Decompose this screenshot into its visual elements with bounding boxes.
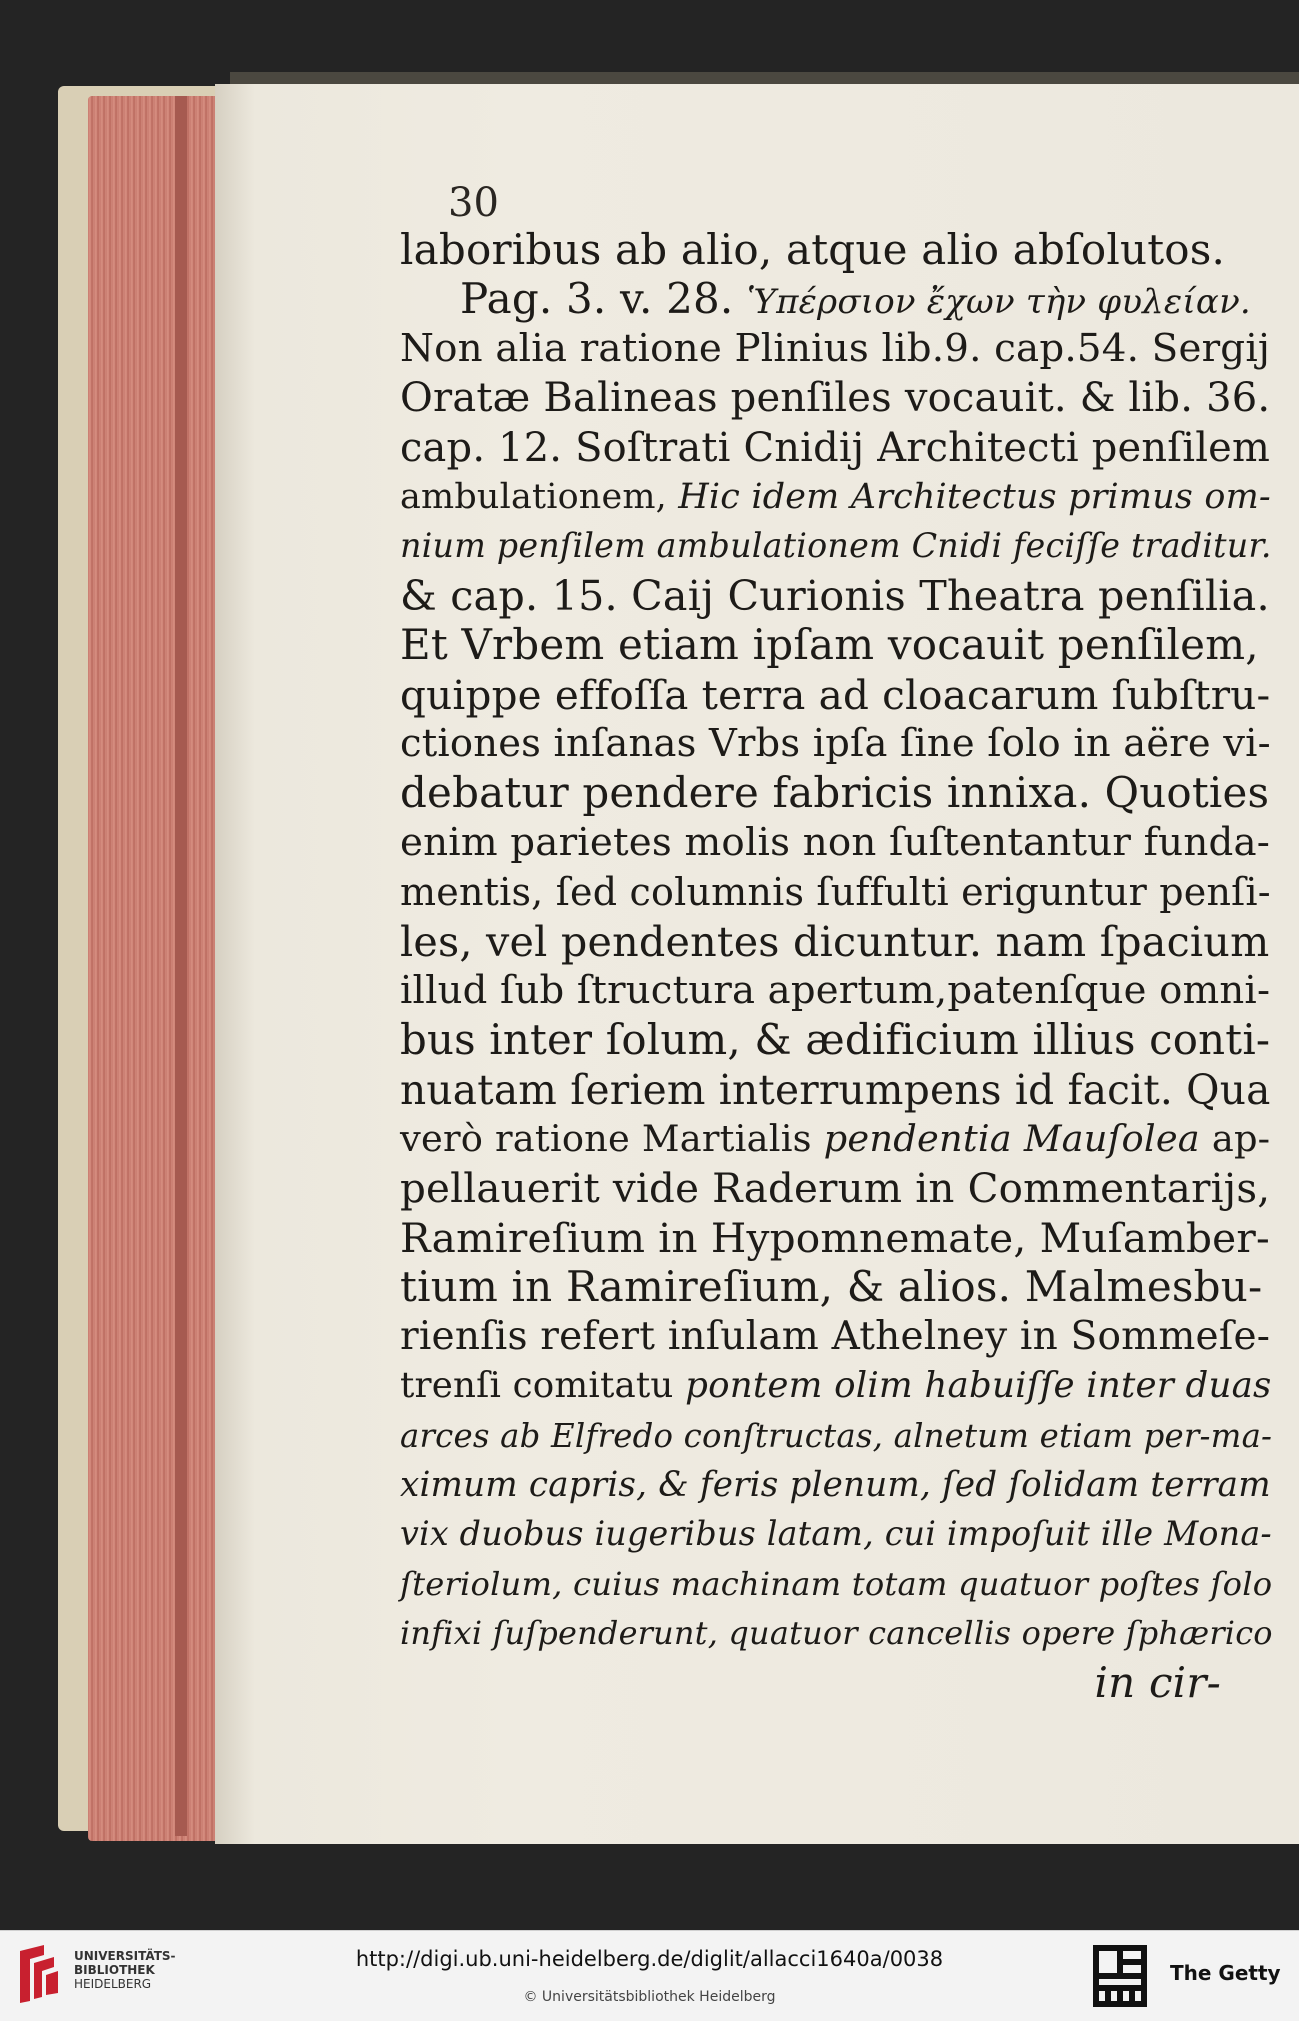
italic-segment: arces ab Elfredo conſtructas, alnetum etiam per-ma- xyxy=(400,1416,1273,1455)
text-segment: ap- xyxy=(1199,1117,1271,1161)
text-segment: debatur pendere fabricis innixa. Quoties xyxy=(400,768,1270,818)
text-segment: trenſi comitatu xyxy=(400,1365,686,1407)
italic-segment: vix duobus iugeribus latam, cui impoſuit ille Mona- xyxy=(400,1514,1272,1554)
text-segment: Oratæ Balineas penſiles vocauit. & lib. 36. xyxy=(400,375,1271,422)
page-edge-shadow xyxy=(175,96,187,1836)
italic-segment: pontem olim habuiſſe inter duas xyxy=(685,1365,1272,1407)
text-segment: bus inter ſolum, & ædificium illius conti- xyxy=(400,1015,1271,1065)
permalink-url[interactable]: http://digi.ub.uni-heidelberg.de/diglit/allacci1640a/0038 xyxy=(355,1947,944,1971)
text-line xyxy=(400,325,1270,373)
italic-segment: ſteriolum, cuius machinam totam quatuor poſtes ſolo xyxy=(400,1564,1273,1603)
text-segment: Et Vrbem etiam ipſam vocauit penſilem, xyxy=(400,620,1259,670)
text-line xyxy=(400,1115,1270,1163)
text-segment: rienſis refert inſulam Athelney in Sommeſe- xyxy=(400,1313,1271,1359)
text-line xyxy=(400,1461,1271,1509)
text-segment: pellauerit vide Raderum in Commentarijs, xyxy=(400,1164,1271,1212)
getty-logo-icon xyxy=(1093,1945,1147,2007)
page-edges-red xyxy=(88,96,236,1841)
text-line xyxy=(400,1214,1270,1262)
text-line xyxy=(400,522,1272,570)
text-line xyxy=(400,720,1271,768)
text-line xyxy=(400,1313,1270,1361)
text-line xyxy=(400,1263,1262,1311)
text-segment: & cap. 15. Caij Curionis Theatra penſilia. xyxy=(400,571,1270,620)
text-line xyxy=(400,374,1270,422)
italic-segment: nium penſilem ambulationem Cnidi feciſſe traditur. xyxy=(400,526,1272,566)
italic-segment: infixi ſuſpenderunt, quatuor cancellis opere ſphærico xyxy=(400,1614,1273,1653)
text-line xyxy=(400,671,1270,719)
text-line xyxy=(1095,1659,1221,1707)
text-line xyxy=(400,1510,1272,1558)
text-line xyxy=(400,918,1269,966)
text-line xyxy=(400,769,1269,817)
text-segment: laboribus ab alio, atque alio abſolutos. xyxy=(400,225,1226,274)
text-line xyxy=(400,1066,1271,1114)
greek-segment: Ὑπέρσιον ἔχων τὴν φυλείαν. xyxy=(747,282,1251,323)
text-line xyxy=(400,572,1270,620)
text-line xyxy=(400,1016,1270,1064)
text-segment: Ramireſium in Hypomnemate, Muſamber- xyxy=(400,1214,1270,1262)
text-segment: ctiones inſanas Vrbs ipſa ſine ſolo in aëre vi- xyxy=(400,721,1271,766)
text-segment: tium in Ramireſium, & alios. Malmesbu- xyxy=(400,1262,1263,1312)
italic-segment: ximum capris, & feris plenum, ſed ſolidam terram xyxy=(400,1465,1271,1505)
text-segment: illud ſub ſtructura apertum,patenſque omni- xyxy=(400,968,1271,1013)
text-line xyxy=(400,967,1270,1015)
partner-name: The Getty xyxy=(1170,1961,1281,1985)
library-name-line3: HEIDELBERG xyxy=(74,1977,152,1991)
text-segment: verò ratione Martialis xyxy=(400,1117,824,1161)
italic-segment: in cir- xyxy=(1094,1657,1221,1707)
text-segment: Non alia ratione Plinius lib.9. cap.54. Sergij xyxy=(400,325,1271,371)
footer-bar xyxy=(0,1930,1299,2021)
text-line xyxy=(400,621,1259,669)
text-line xyxy=(400,424,1270,472)
text-segment: cap. 12. Soſtrati Cnidij Architecti penſilem xyxy=(400,424,1271,471)
text-segment: enim parietes molis non ſuſtentantur funda- xyxy=(400,819,1271,865)
italic-segment: pendentia Mauſolea xyxy=(823,1117,1200,1161)
text-line xyxy=(400,226,1225,274)
text-segment: Pag. 3. v. 28. xyxy=(460,274,748,324)
italic-segment: Hic idem Architectus primus om- xyxy=(678,477,1271,517)
library-name-line2: BIBLIOTHEK xyxy=(74,1963,155,1977)
text-line xyxy=(400,1165,1270,1213)
copyright-notice: © Universitätsbibliothek Heidelberg xyxy=(523,1989,776,2005)
text-line xyxy=(400,819,1270,867)
text-line xyxy=(400,1362,1272,1410)
text-segment: mentis, ſed columnis ſuffulti eriguntur penſi- xyxy=(400,870,1271,915)
text-segment: nuatam ſeriem interrumpens id facit. Qua xyxy=(400,1065,1271,1114)
library-name-line1: UNIVERSITÄTS- xyxy=(74,1949,176,1963)
text-segment: ambulationem, xyxy=(400,477,679,517)
text-line xyxy=(460,275,1251,326)
text-line xyxy=(400,868,1271,916)
text-segment: quippe effoſſa terra ad cloacarum ſubſtru- xyxy=(400,670,1271,719)
text-line xyxy=(400,473,1271,521)
text-line xyxy=(400,1412,1272,1460)
text-segment: les, vel pendentes dicuntur. nam ſpacium xyxy=(400,917,1270,966)
text-line xyxy=(400,1560,1272,1608)
page-number: 30 xyxy=(448,180,499,226)
text-line xyxy=(400,1609,1273,1657)
